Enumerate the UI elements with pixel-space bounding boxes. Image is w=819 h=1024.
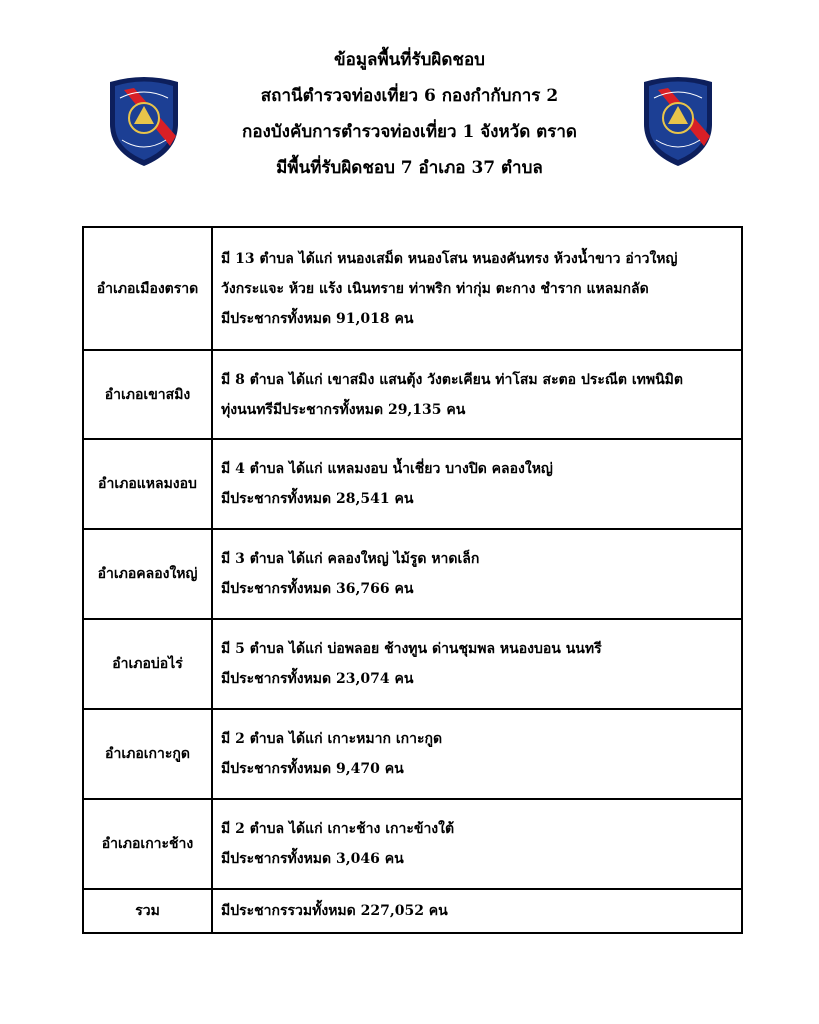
- detail-line: มี 8 ตำบล ได้แก่ เขาสมิง แสนตุ้ง วังตะเคียน ท่าโสม สะตอ ประณีต เทพนิมิต: [221, 371, 683, 388]
- district-name: อำเภอเกาะช้าง: [83, 799, 212, 889]
- detail-line: ทุ่งนนทรีมีประชากรทั้งหมด 29,135 คน: [221, 401, 466, 418]
- detail-line: มีประชากรทั้งหมด 28,541 คน: [221, 491, 414, 507]
- table-row: [83, 799, 742, 889]
- district-detail: [212, 439, 742, 529]
- detail-line: มี 3 ตำบล ได้แก่ คลองใหญ่ ไม้รูด หาดเล็ก: [221, 551, 480, 567]
- district-name: อำเภอเมืองตราด: [83, 227, 212, 350]
- header-division: กองบังคับการตำรวจท่องเที่ยว 1 จังหวัด ตราด: [242, 122, 577, 142]
- detail-line: มีประชากรทั้งหมด 9,470 คน: [221, 761, 404, 777]
- table-row: [83, 439, 742, 529]
- header-title: ข้อมูลพื้นที่รับผิดชอบ: [334, 50, 485, 70]
- district-table: [82, 226, 743, 934]
- district-detail: [212, 619, 742, 709]
- district-name: อำเภอคลองใหญ่: [83, 529, 212, 619]
- district-detail: [212, 799, 742, 889]
- district-name: อำเภอเขาสมิง: [83, 350, 212, 439]
- district-detail: [212, 350, 742, 439]
- total-row: [83, 889, 742, 933]
- district-detail: [212, 227, 742, 350]
- detail-line: มีประชากรทั้งหมด 91,018 คน: [221, 310, 414, 327]
- tourist-police-badge-left: [104, 72, 184, 168]
- detail-line: มีประชากรทั้งหมด 23,074 คน: [221, 671, 414, 687]
- detail-line: มีประชากรทั้งหมด 36,766 คน: [221, 581, 414, 597]
- total-population: มีประชากรรวมทั้งหมด 227,052 คน: [221, 903, 448, 919]
- header-station: สถานีตำรวจท่องเที่ยว 6 กองกำกับการ 2: [260, 86, 559, 106]
- table-row: [83, 529, 742, 619]
- detail-line: มี 5 ตำบล ได้แก่ บ่อพลอย ช้างทูน ด่านชุมพล หนองบอน นนทรี: [221, 641, 602, 657]
- table-row: [83, 619, 742, 709]
- table-row: [83, 350, 742, 439]
- total-detail: [212, 889, 742, 933]
- detail-line: มี 2 ตำบล ได้แก่ เกาะช้าง เกาะข้างใต้: [221, 821, 455, 837]
- table-row: [83, 709, 742, 799]
- district-name: อำเภอบ่อไร่: [83, 619, 212, 709]
- district-detail: [212, 529, 742, 619]
- district-name: อำเภอเกาะกูด: [83, 709, 212, 799]
- total-label: รวม: [83, 889, 212, 933]
- district-detail: [212, 709, 742, 799]
- district-name: อำเภอแหลมงอบ: [83, 439, 212, 529]
- tourist-police-badge-right: [638, 72, 718, 168]
- detail-line: มี 13 ตำบล ได้แก่ หนองเสม็ด หนองโสน หนองคันทรง ห้วงน้ำขาว อ่าวใหญ่: [221, 250, 678, 267]
- detail-line: มีประชากรทั้งหมด 3,046 คน: [221, 851, 404, 867]
- header-area-summary: มีพื้นที่รับผิดชอบ 7 อำเภอ 37 ตำบล: [276, 158, 543, 178]
- detail-line: มี 4 ตำบล ได้แก่ แหลมงอบ น้ำเชี่ยว บางปิด คลองใหญ่: [221, 461, 553, 477]
- table-row: [83, 227, 742, 350]
- detail-line: มี 2 ตำบล ได้แก่ เกาะหมาก เกาะกูด: [221, 731, 443, 747]
- detail-line: วังกระแจะ ห้วย แร้ง เนินทราย ท่าพริก ท่ากุ่ม ตะกาง ชำราก แหลมกลัด: [221, 280, 649, 297]
